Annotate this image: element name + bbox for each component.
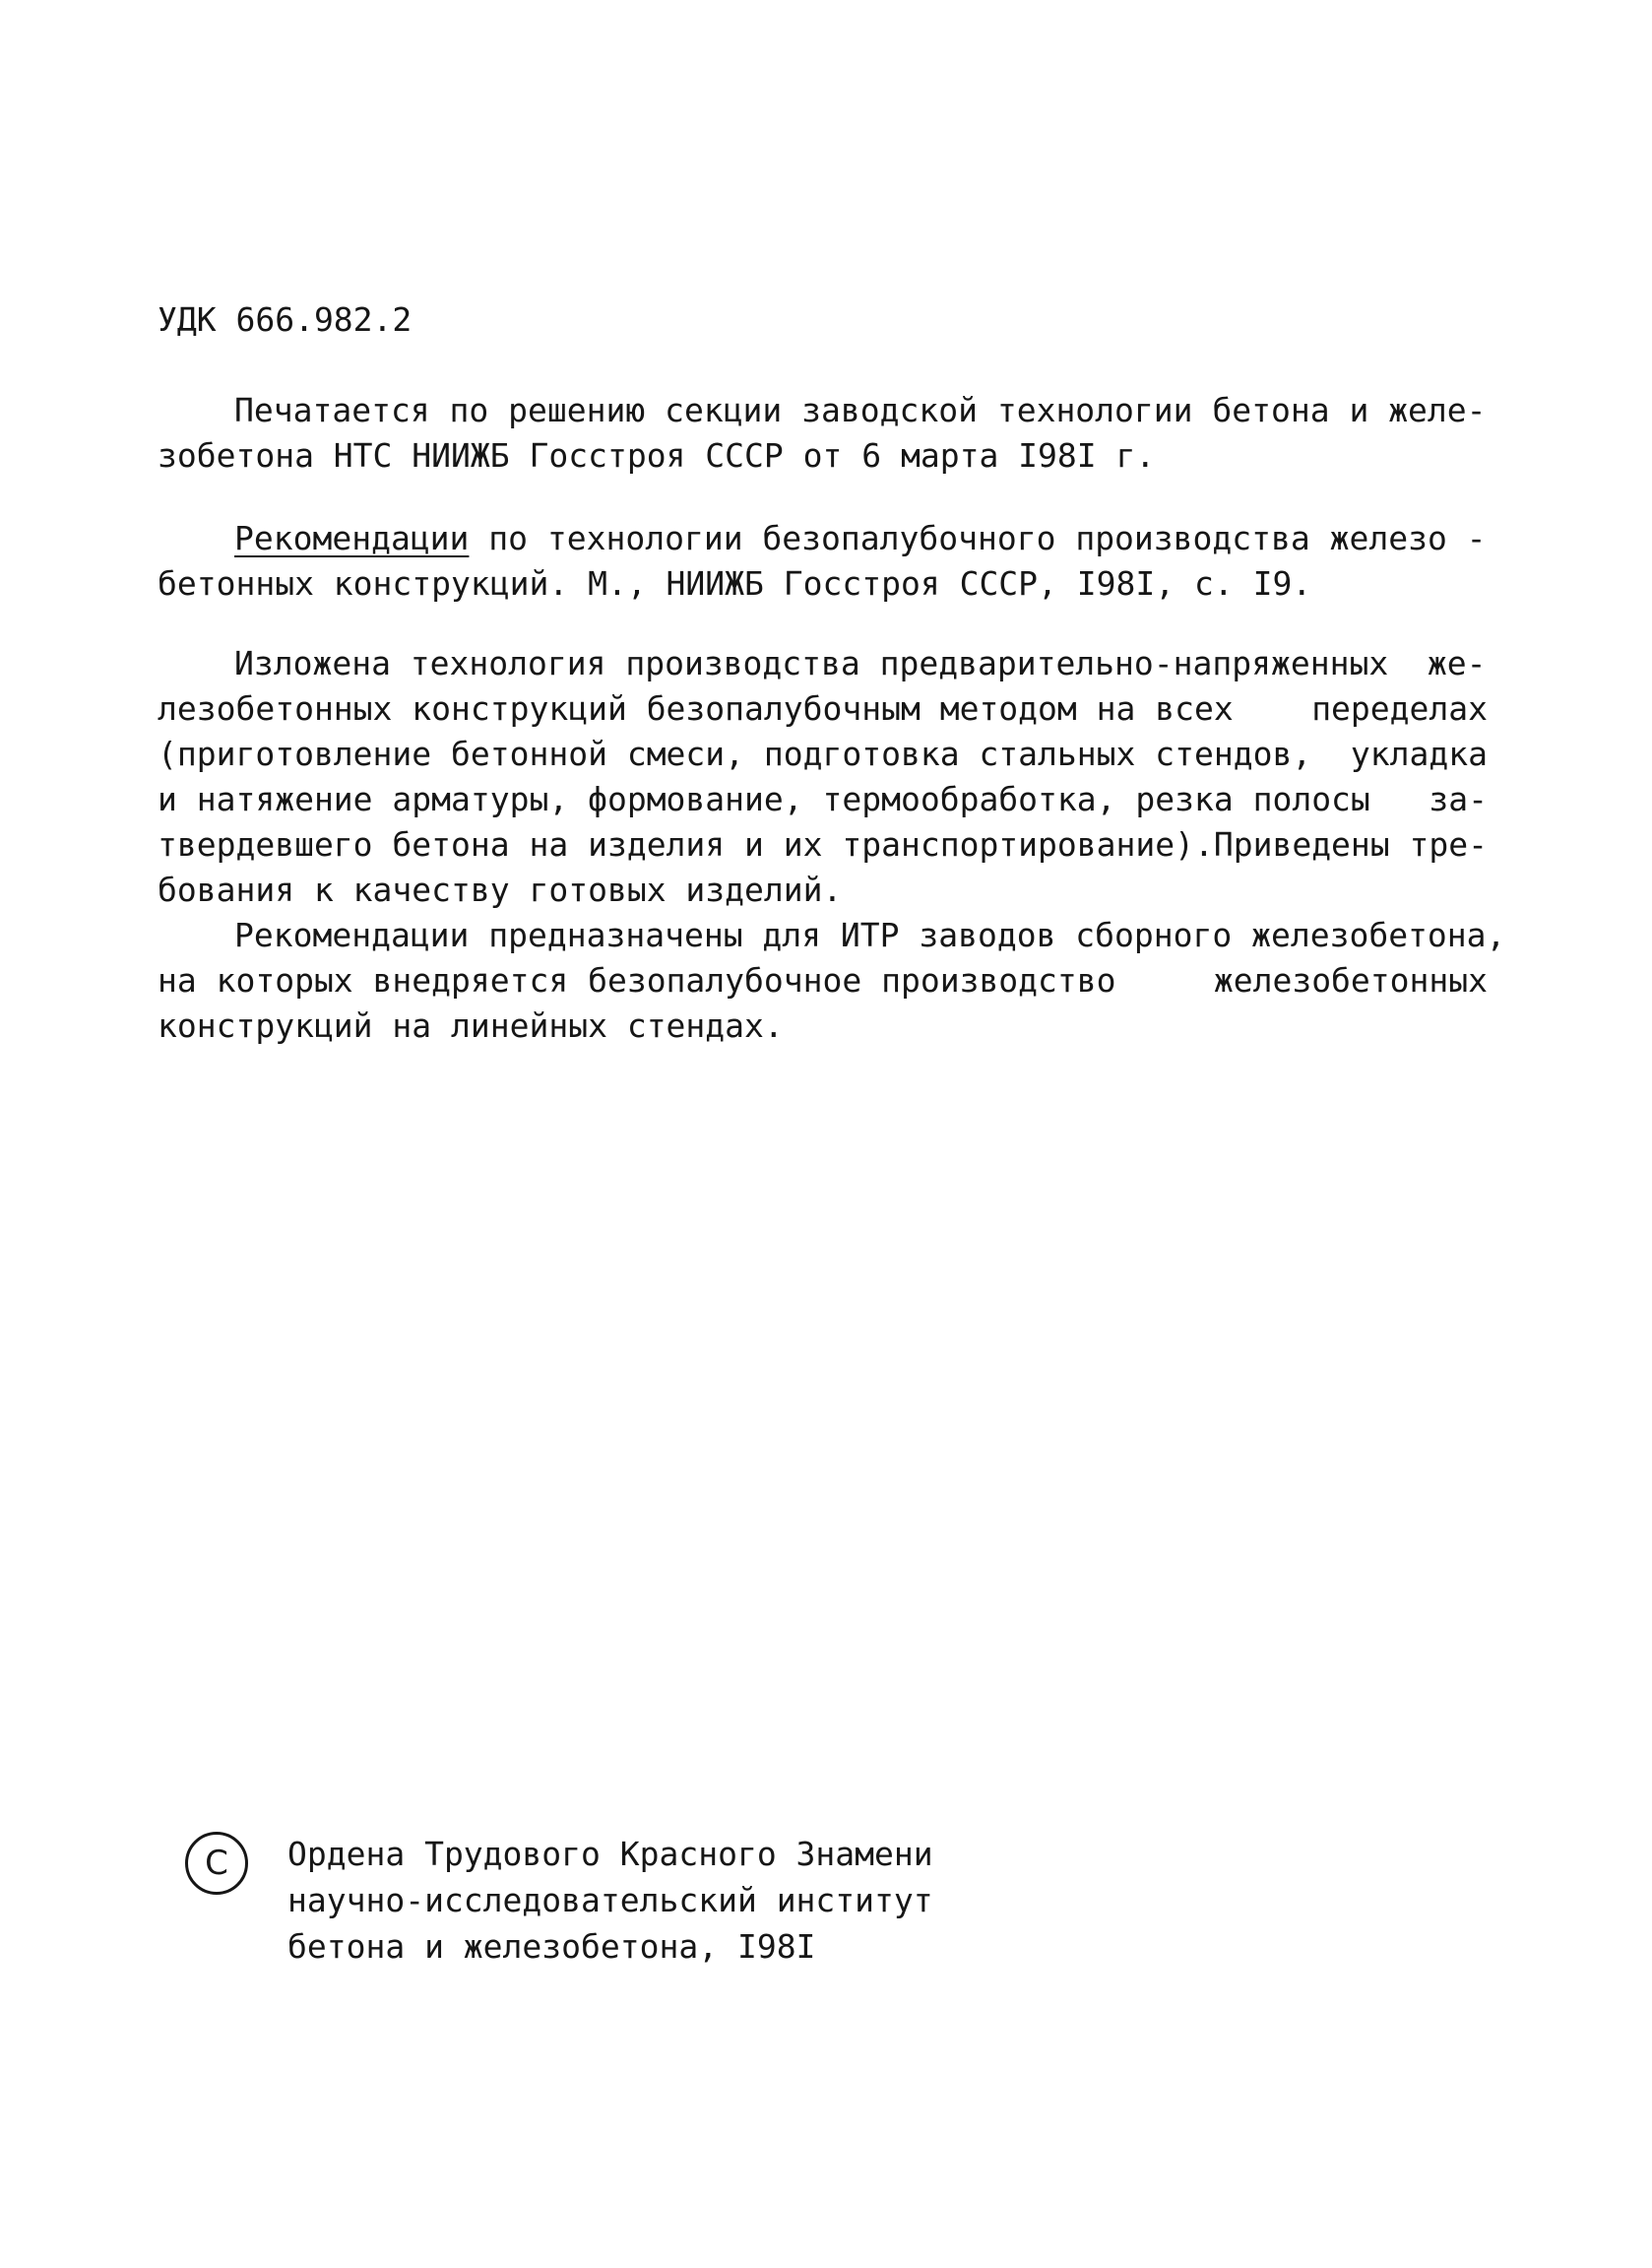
print-decision-line-2: зобетона НТС НИИЖБ Госстроя СССР от 6 марта I98I г.	[158, 436, 1156, 475]
abstract-line-6: бования к качеству готовых изделий.	[158, 871, 843, 909]
reference-line-1-rest: по технологии безопалубочного производства железо -	[469, 519, 1487, 557]
audience-line-3: конструкций на линейных стендах.	[158, 1006, 784, 1045]
publisher-line-3: бетона и железобетона, I98I	[287, 1927, 816, 1966]
print-decision-line-1: Печатается по решению секции заводской технологии бетона и желе-	[234, 391, 1487, 429]
abstract-line-4: и натяжение арматуры, формование, термообработка, резка полосы за-	[158, 780, 1489, 818]
audience-line-1: Рекомендации предназначены для ИТР заводов сборного железобетона,	[234, 916, 1506, 954]
reference-title-word: Рекомендации	[234, 519, 470, 557]
publisher-line-1: Ордена Трудового Красного Знамени	[287, 1835, 933, 1873]
abstract-line-5: твердевшего бетона на изделия и их транспортирование).Приведены тре-	[158, 825, 1489, 864]
publisher-line-2: научно-исследовательский институт	[287, 1881, 933, 1919]
audience-line-2: на которых внедряется безопалубочное производство железобетонных	[158, 961, 1489, 1000]
abstract-line-2: лезобетонных конструкций безопалубочным методом на всех переделах	[158, 689, 1489, 728]
abstract-line-3: (приготовление бетонной смеси, подготовка стальных стендов, укладка	[158, 735, 1489, 773]
abstract-line-1: Изложена технология производства предварительно-напряженных же-	[234, 644, 1487, 682]
bibliographic-reference-line-1	[234, 519, 1487, 558]
udk-code: УДК 666.982.2	[158, 300, 413, 339]
copyright-icon: C	[185, 1832, 248, 1895]
bibliographic-reference-line-2: бетонных конструкций. М., НИИЖБ Госстроя СССР, I98I, с. I9.	[158, 564, 1312, 603]
